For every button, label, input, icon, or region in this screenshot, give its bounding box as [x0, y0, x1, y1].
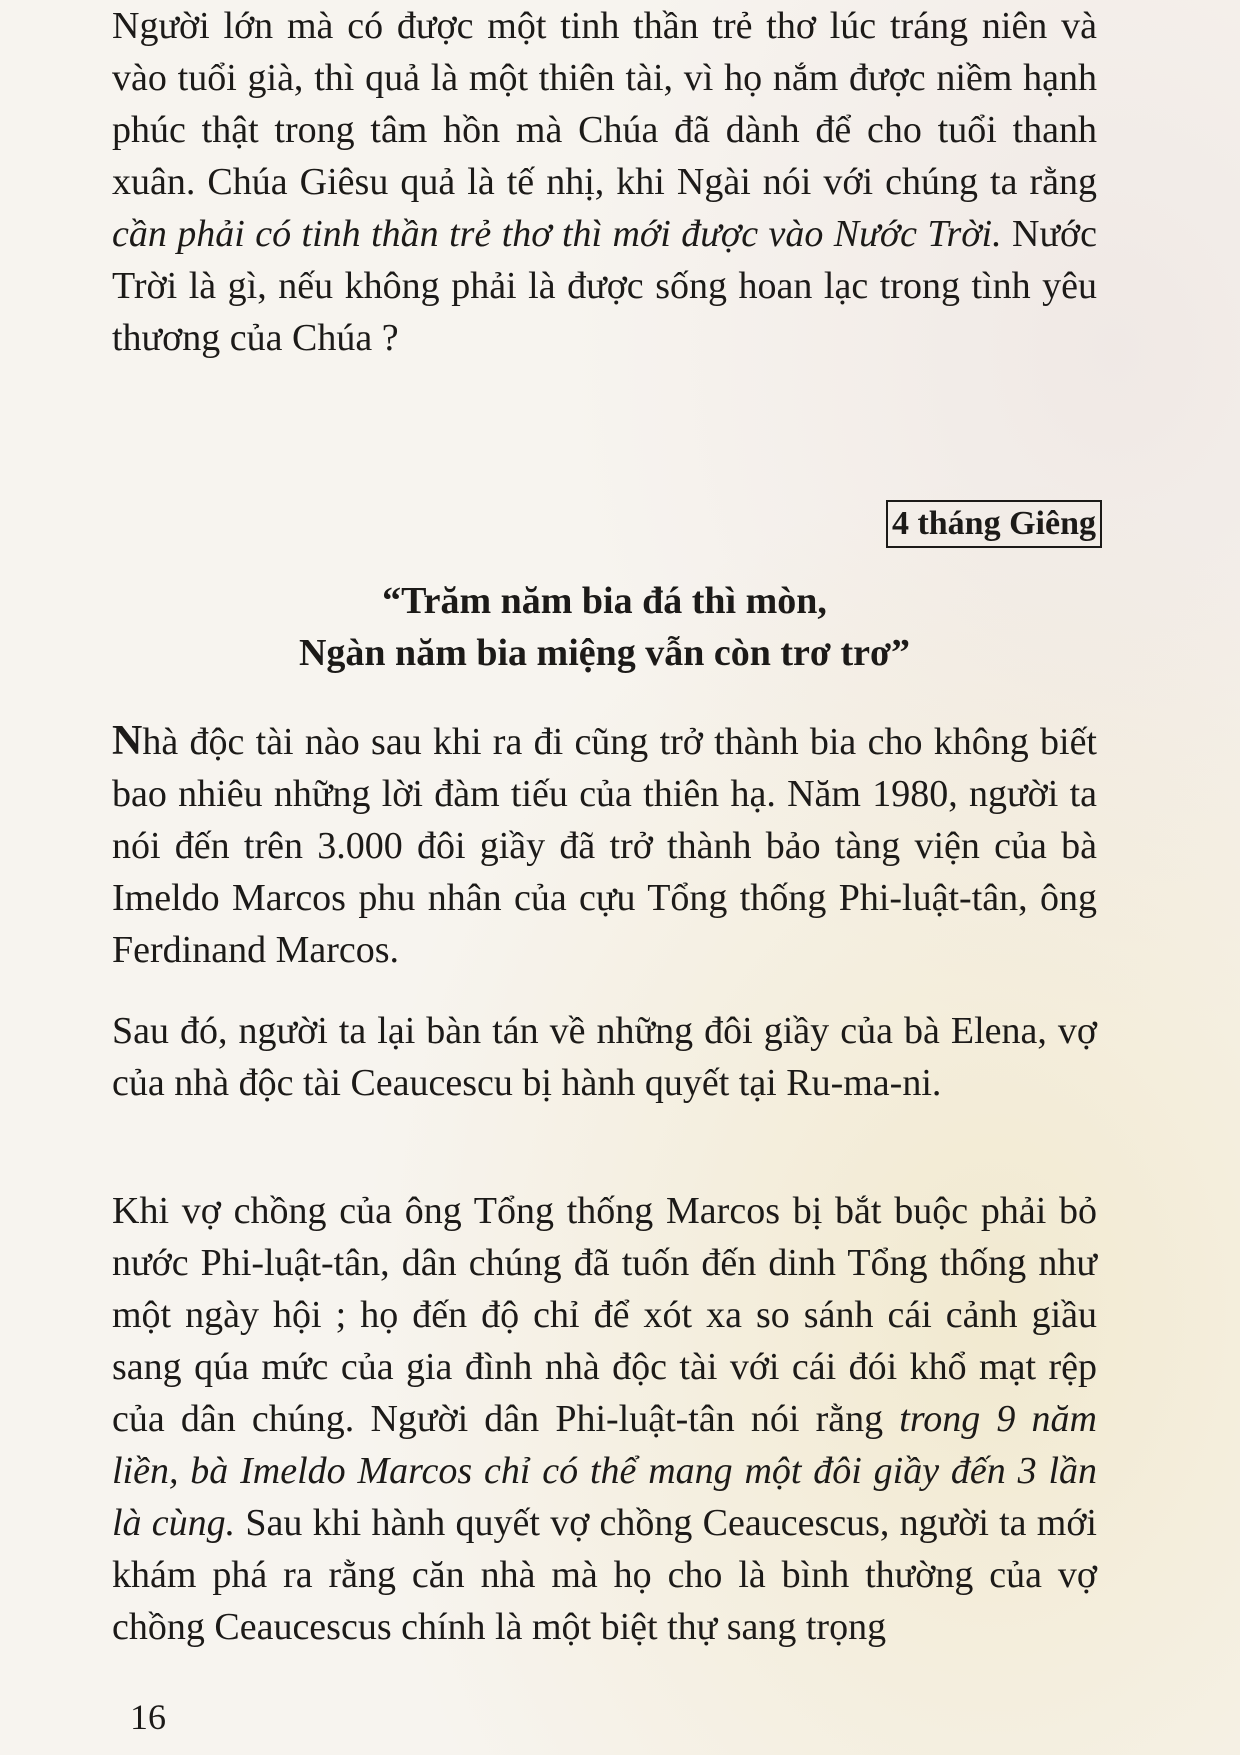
paragraph-marcos-text-before: Khi vợ chồng của ông Tổng thống Marcos bị bắt buộc phải bỏ nước Phi-luật-tân, dân chúng đã tuốn đến dinh Tổng thống như một ngày hội ; họ đến độ chỉ để xót xa so sánh cái cảnh giầu sang qúa mức của gia đình nhà độc tài với cái đói khổ mạt rệp của dân chúng. Người dân Phi-luật-tân nói rằng	[112, 1190, 1097, 1440]
section-heading	[112, 575, 1097, 679]
paragraph-elena	[112, 1005, 1097, 1109]
paragraph-intro-text-after: Nước Trời là gì, nếu không phải là được sống hoan lạc trong tình yêu thương của Chúa ?	[112, 213, 1097, 359]
drop-cap: N	[112, 718, 143, 764]
paragraph-intro	[112, 0, 1097, 364]
paragraph-intro-text-before: Người lớn mà có được một tinh thần trẻ thơ lúc tráng niên và vào tuổi già, thì quả là một thiên tài, vì họ nắm được niềm hạnh phúc thật trong tâm hồn mà Chúa đã dành để cho tuổi thanh xuân. Chúa Giêsu quả là tế nhị, khi Ngài nói với chúng ta rằng	[112, 5, 1097, 203]
paragraph-dictators-text: hà độc tài nào sau khi ra đi cũng trở thành bia cho không biết bao nhiêu những lời đàm tiếu của thiên hạ. Năm 1980, người ta nói đến trên 3.000 đôi giầy đã trở thành bảo tàng viện của bà Imeldo Marcos phu nhân của cựu Tổng thống Phi-luật-tân, ông Ferdinand Marcos.	[112, 721, 1097, 971]
paragraph-marcos	[112, 1185, 1097, 1653]
page-number: 16	[130, 1697, 166, 1737]
paragraph-dictators	[112, 715, 1097, 976]
heading-line-2: Ngàn năm bia miệng vẫn còn trơ trơ”	[298, 632, 911, 674]
paragraph-marcos-text-after: Sau khi hành quyết vợ chồng Ceaucescus, người ta mới khám phá ra rằng căn nhà mà họ cho là bình thường của vợ chồng Ceaucescus chính là một biệt thự sang trọng	[112, 1502, 1097, 1648]
date-label: 4 tháng Giêng	[886, 500, 1102, 548]
paragraph-intro-italic-quote: cần phải có tinh thần trẻ thơ thì mới được vào Nước Trời.	[112, 213, 1002, 255]
heading-line-1: “Trăm năm bia đá thì mòn,	[382, 580, 827, 622]
paragraph-elena-text: Sau đó, người ta lại bàn tán về những đôi giầy của bà Elena, vợ của nhà độc tài Ceaucescu bị hành quyết tại Ru-ma-ni.	[112, 1010, 1097, 1104]
paragraph-marcos-italic-quote: trong 9 năm liền, bà Imeldo Marcos chỉ có thể mang một đôi giầy đến 3 lần là cùng.	[112, 1398, 1097, 1544]
